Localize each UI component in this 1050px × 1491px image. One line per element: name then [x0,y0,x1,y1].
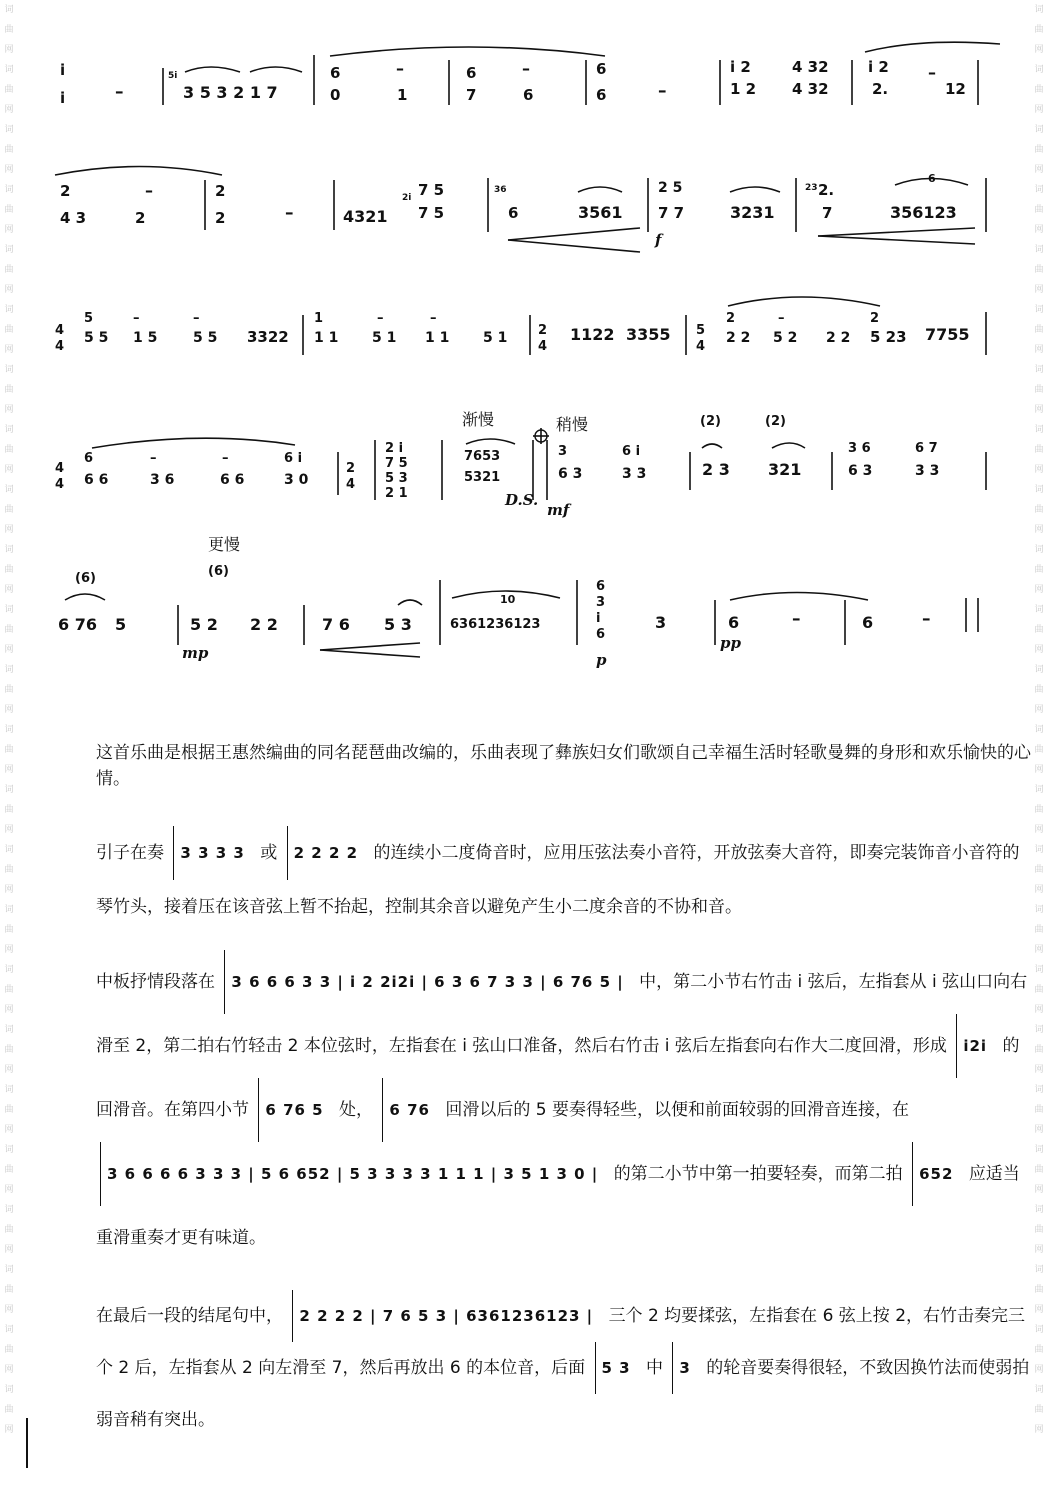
inline-notation: 6 76 5 [258,1078,329,1142]
dynamic-mark: f [655,231,662,249]
grace-note: 2i [402,193,412,203]
inline-notation: 3 6 6 6 6 3 3 3 | 5 6 652 | 5 3 3 3 3 1 1 1 | 3 5 1 3 0 | [100,1142,604,1206]
note: 6 i [284,451,303,466]
note: 5 1 [483,330,508,346]
paragraph-text: 处， [339,1100,374,1120]
inline-notation: 2 2 2 2 | 7 6 5 3 | 6361236123 | [292,1290,599,1342]
note: 7 7 [658,204,685,222]
note-group: 6 76 [58,615,97,634]
note: 6 6 [84,472,109,488]
time-signature: 4 [696,339,706,354]
note-group: 3 5 3 2 1 7 [183,83,278,102]
note: 5 5 [84,330,109,346]
paragraph-prelude [56,826,1036,934]
note: 3 3 [622,466,647,482]
note: 6 [862,613,874,632]
watermark-right: 词曲网 词曲网 词曲网 词曲网 词曲网 词曲网 词曲网 词曲网 词曲网 词曲网 词曲网 词曲网 词曲网 词曲网 词曲网 词曲网 词曲网 词曲网 词曲网 词曲网 词曲网 词曲网 词曲网 词曲网 [1034,5,1044,1435]
note: 2 2 [250,615,278,634]
note: 12 [945,80,966,98]
note: 6 i [622,444,641,459]
note: 2 2 [826,330,851,346]
dash: – [193,311,200,326]
grace-note: 36 [494,185,507,195]
note: 6 [330,64,341,82]
inline-notation: i2i [956,1014,993,1078]
note-group: 5321 [464,470,501,485]
dash: – [222,451,229,466]
note-group: 4321 [343,207,388,226]
time-signature: 4 [55,477,65,492]
inline-notation: 3 3 3 3 [173,826,250,880]
time-signature: 2 [346,461,356,476]
paragraph-lyrical [56,950,1036,1270]
note: 1 [314,311,324,326]
paragraph-text: 的回滑音。在第四小节 [96,1036,1020,1120]
inline-notation: 2 2 2 2 [287,826,364,880]
note: 2 [726,311,736,326]
note: 2 [215,209,226,227]
note: 2 [870,311,880,326]
note: 6 [84,451,94,466]
note: 5 5 [193,330,218,346]
paragraph-text: 的连续小二度倚音时，应用压弦法奏小音符，开放弦奏大音符，即奏完装饰音小音符的琴竹头，接着压在该音弦上暂不抬起，控制其余音以避免产生小二度余音的不协和音。 [96,843,1020,917]
paragraph-text: 中 [646,1358,664,1378]
paragraph-ending [56,1290,1036,1446]
note: 3 3 [915,463,940,479]
dynamic-mark: mf [547,501,570,519]
tempo-marking: 稍慢 [556,415,589,434]
score-row-5 [58,535,978,669]
note: 3 0 [284,472,309,488]
time-signature: 4 [346,477,356,492]
note: 6 6 [220,472,245,488]
score-row-1 [60,42,1000,107]
note-group: 3322 [247,328,289,346]
note: 5 2 [190,615,218,634]
note: (2) [765,414,786,429]
note: 2. [818,181,835,199]
note: 6 7 [915,441,938,456]
note: 7 6 [322,615,350,634]
chord: 7 5 [385,456,408,471]
note: 2 5 [658,180,683,196]
note: (6) [75,571,96,586]
note: 5 3 [384,615,412,634]
note-group: 5 23 [870,328,907,346]
dash: – [115,82,124,102]
dash: – [145,181,153,200]
note: 6 3 [848,463,873,479]
paragraph-text: 或 [260,843,278,863]
dash: – [928,63,936,82]
note: i 2 [730,58,751,76]
margin-mark [26,1418,28,1468]
note: 1 1 [314,330,339,346]
chord: i [596,611,601,626]
chord: 2 1 [385,486,408,501]
note-group: 3355 [626,325,671,344]
note: 2 [135,209,146,227]
note: 1 [397,86,408,104]
note: i [60,61,66,79]
note: i 2 [868,58,889,76]
watermark-left: 词曲网 词曲网 词曲网 词曲网 词曲网 词曲网 词曲网 词曲网 词曲网 词曲网 词曲网 词曲网 词曲网 词曲网 词曲网 词曲网 词曲网 词曲网 词曲网 词曲网 词曲网 词曲网 词曲网 词曲网 [4,5,14,1435]
tuplet-number: 6 [928,172,936,185]
inline-notation: 3 [672,1342,696,1394]
time-signature: 2 [538,323,548,338]
note: 6 [523,86,534,104]
dash: – [396,59,404,78]
score-row-2 [55,167,986,253]
note: 7 [822,204,833,222]
note: 5 [115,615,127,634]
dynamic-mark: pp [720,634,741,652]
dash: – [377,311,384,326]
note-group: 3231 [730,203,775,222]
time-signature: 4 [55,339,65,354]
tempo-marking: 更慢 [208,535,241,554]
score-row-3 [55,297,986,355]
note: 4 32 [792,58,829,76]
dash: – [922,609,931,629]
paragraph-text: 中，第二小节右竹击 i 弦后，左指套从 i 弦山口向右滑至 2，第二拍右竹轻击 2 本位弦时，左指套在 i 弦山口准备，然后右竹击 i 弦后左指套向右作大二度回滑，形成 [96,972,1028,1056]
tuplet-number: 10 [500,593,516,606]
paragraph-intro [56,740,1036,792]
dash: – [522,59,530,78]
note: 5 [84,311,94,326]
note: 2 [60,182,71,200]
note: 6 [596,86,607,104]
grace-note: 23 [805,183,818,193]
note: 3 [655,613,667,632]
note: 5 1 [372,330,397,346]
note: 1 2 [730,80,757,98]
note: 2 [215,182,226,200]
dash: – [430,311,437,326]
paragraph-text: 这首乐曲是根据王惠然编曲的同名琵琶曲改编的，乐曲表现了彝族妇女们歌颂自己幸福生活时轻歌曼舞的身形和欢乐愉快的心情。 [96,743,1031,789]
note: 7 5 [418,181,445,199]
note: 6 [466,64,477,82]
note: 3 [558,444,568,459]
tempo-marking: 渐慢 [462,410,495,429]
grace-note: 5i [168,71,178,81]
note: 6 [508,204,519,222]
note-group: 7755 [925,325,970,344]
note: 6 [596,60,607,78]
note: 5 2 [773,330,798,346]
note-group: 2 3 [702,460,730,479]
note: 6 3 [558,466,583,482]
inline-notation: 3 6 6 6 3 3 | i 2 2i2i | 6 3 6 7 3 3 | 6 76 5 | [224,950,629,1014]
inline-notation: 652 [912,1142,959,1206]
note: 3 6 [150,472,175,488]
ds-marking: D.S. [505,491,539,509]
paragraph-text: 三个 2 均要揉弦，左指套在 6 弦上按 2，右竹击奏完三个 2 后，左指套从 2 向左滑至 7，然后再放出 6 的本位音，后面 [96,1306,1026,1378]
note-group: 7653 [464,449,501,464]
chord: 3 [596,595,606,610]
paragraph-text: 引子在奏 [96,843,164,863]
note: 6 [728,613,740,632]
dynamic-mark: mp [182,644,209,662]
score-row-4 [55,410,986,519]
note: (2) [700,414,721,429]
inline-notation: 6 76 [382,1078,436,1142]
note: 4 3 [60,209,87,227]
note: 2. [872,80,889,98]
dash: – [150,451,157,466]
note-group: 356123 [890,203,957,222]
note-group: 321 [768,460,802,479]
chord: 5 3 [385,471,408,486]
paragraph-text: 应适当重滑重奏才更有味道。 [96,1164,1020,1248]
paragraph-text: 的第二小节中第一拍要轻奏，而第二拍 [613,1164,903,1184]
note-group: 3561 [578,203,623,222]
note-group: 6361236123 [450,617,541,632]
note: 1 1 [425,330,450,346]
dash: – [133,311,140,326]
dash: – [792,609,801,629]
time-signature: 5 [696,323,706,338]
paragraph-text: 在最后一段的结尾句中， [96,1306,283,1326]
note-group: 1122 [570,325,615,344]
paragraph-text: 回滑以后的 5 要奏得轻些，以便和前面较弱的回滑音连接，在 [445,1100,909,1120]
note: i [60,89,66,107]
chord: 6 [596,579,606,594]
note: 4 32 [792,80,829,98]
dash: – [658,81,667,101]
note: 7 [466,86,477,104]
chord: 2 i [385,441,404,456]
paragraph-text: 的轮音要奏得很轻，不致因换竹法而使弱拍弱音稍有突出。 [96,1358,1030,1430]
chord: 6 [596,627,606,642]
time-signature: 4 [55,323,65,338]
note: 1 5 [133,330,158,346]
note: (6) [208,564,229,579]
paragraph-text: 中板抒情段落在 [96,972,215,992]
time-signature: 4 [55,461,65,476]
note: 2 2 [726,330,751,346]
music-score [0,0,1050,690]
dash: – [285,203,294,223]
inline-notation: 5 3 [595,1342,637,1394]
note: 0 [330,86,341,104]
note: 7 5 [418,204,445,222]
note: 3 6 [848,441,871,456]
time-signature: 4 [538,339,548,354]
dynamic-mark: p [596,651,607,669]
dash: – [778,311,785,326]
